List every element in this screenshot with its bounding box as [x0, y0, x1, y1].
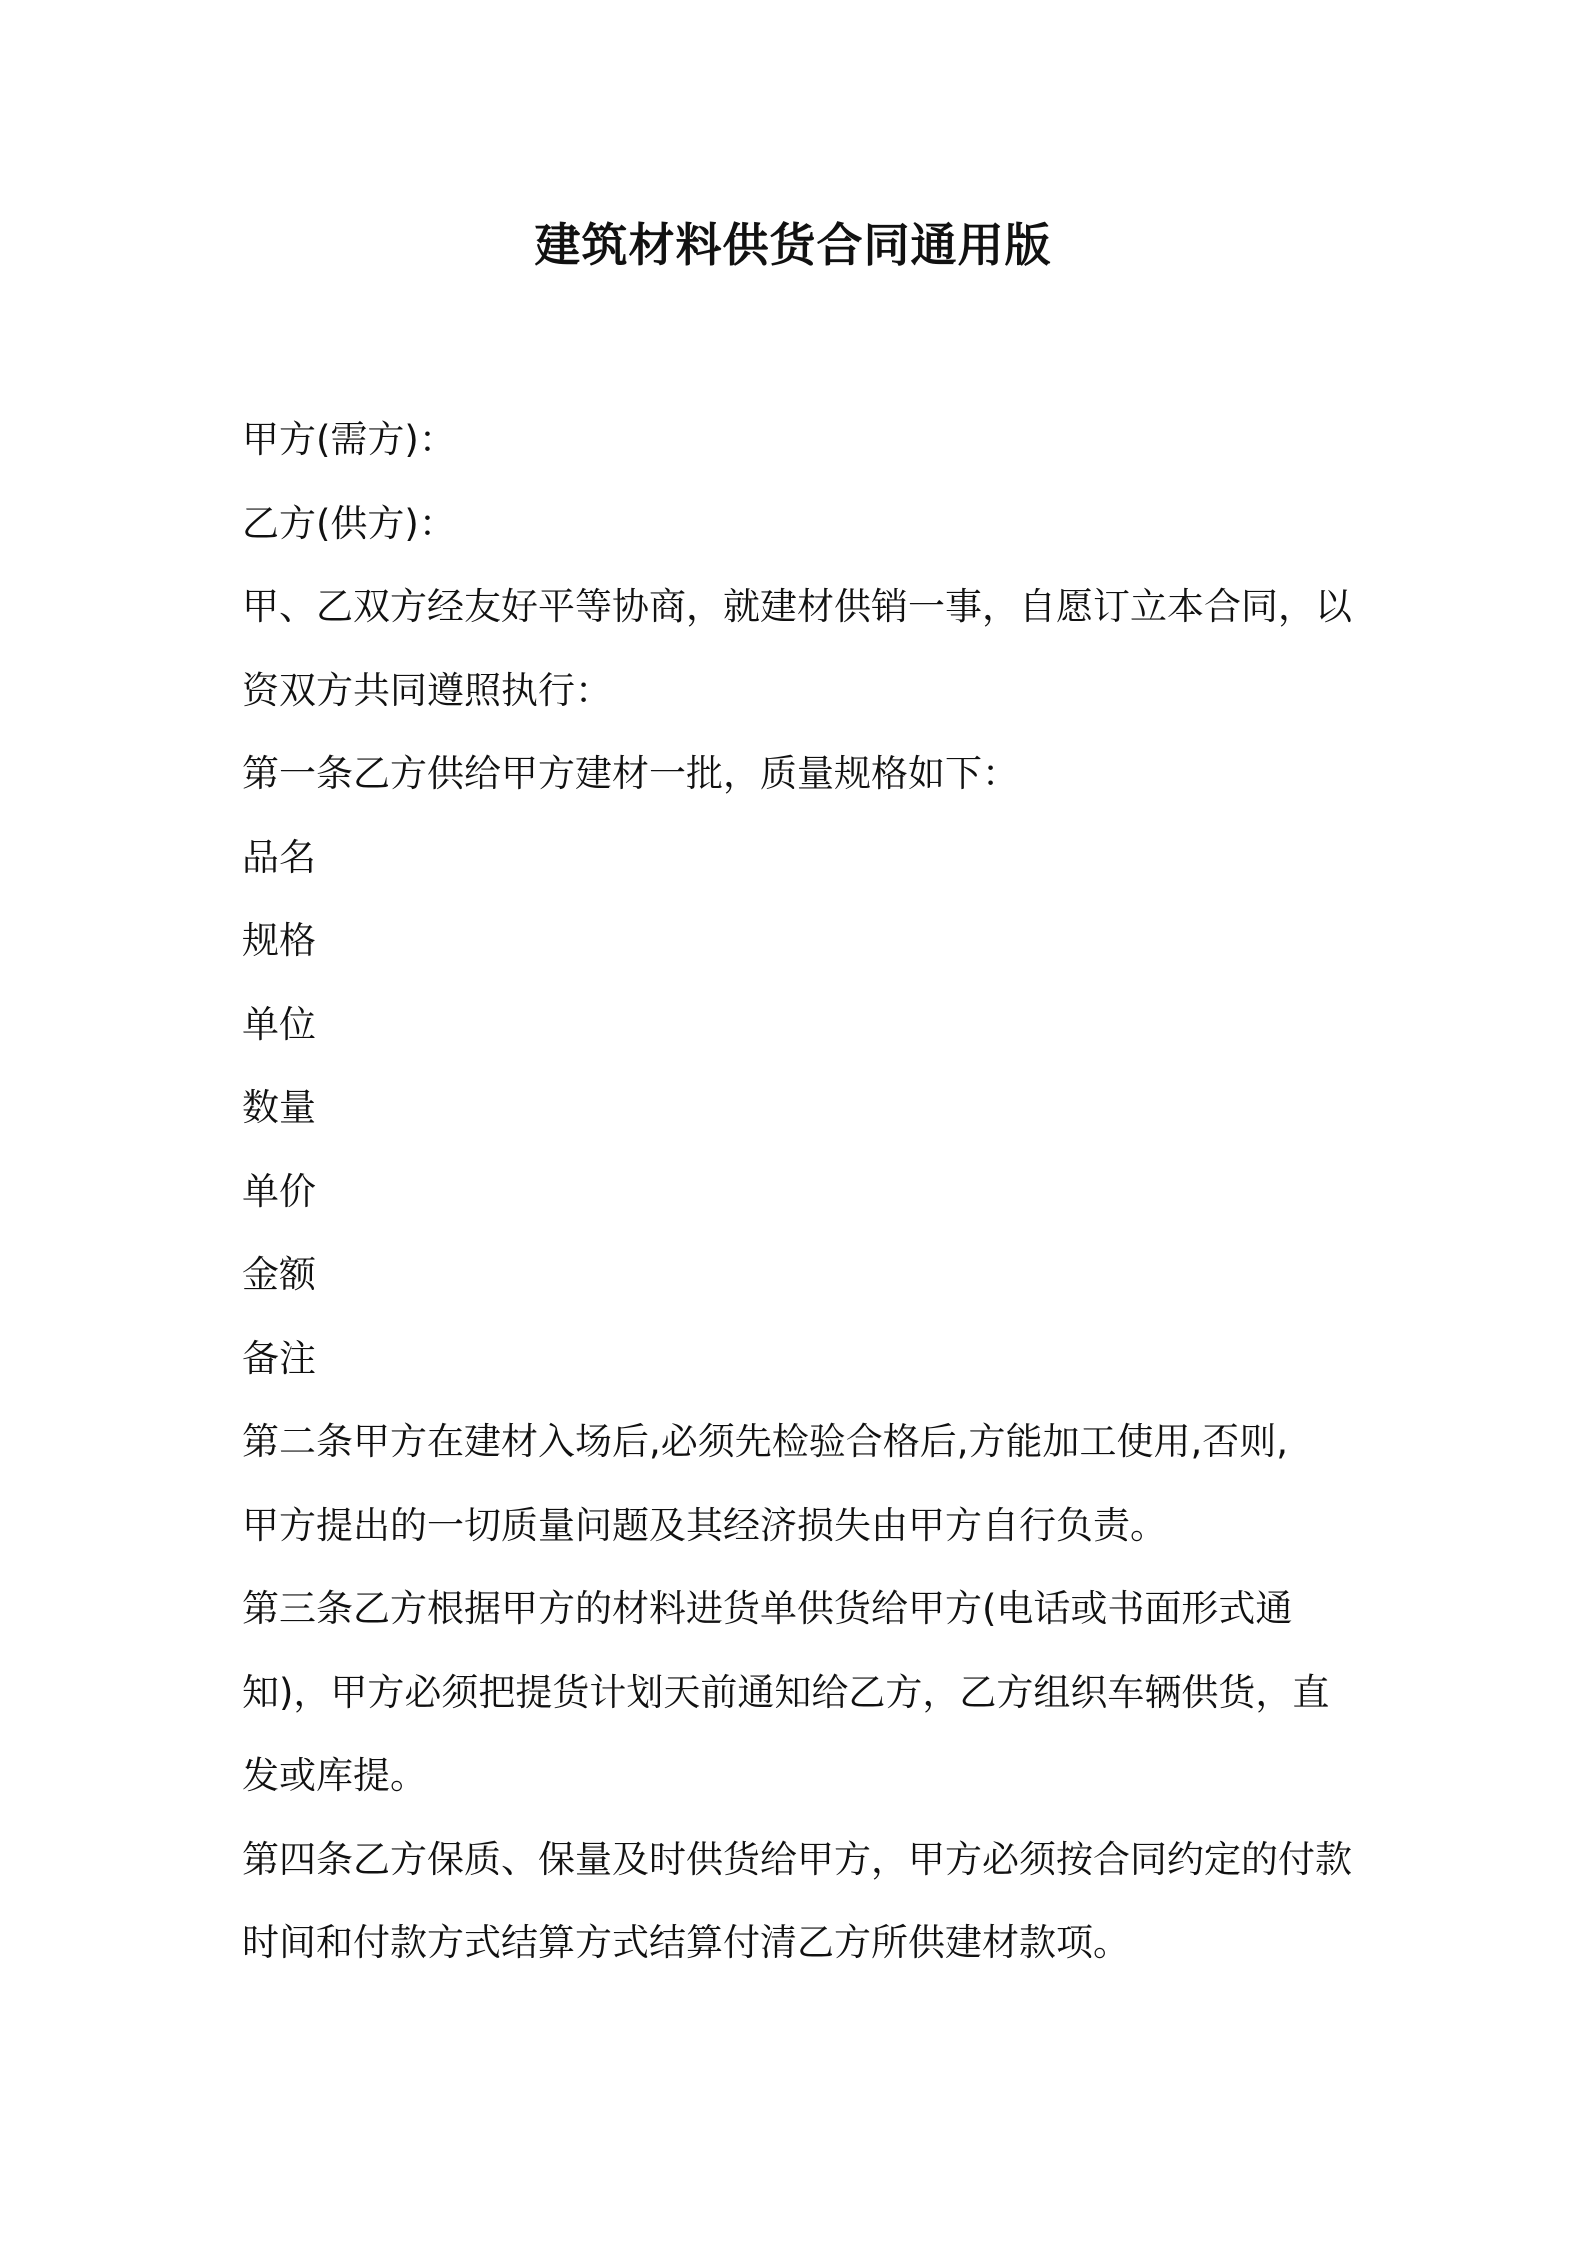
party-a-line: 甲方(需方)： [242, 418, 456, 461]
party-b-line: 乙方(供方)： [242, 501, 456, 545]
clause-3-line: 知)，甲方必须把提货计划天前通知给乙方，乙方组织车辆供货，直 [242, 1670, 1330, 1714]
spec-item-remarks: 备注 [242, 1336, 316, 1380]
clause-3-line: 发或库提。 [242, 1754, 427, 1797]
clause-2-line: 甲方提出的一切质量问题及其经济损失由甲方自行负责。 [242, 1503, 1167, 1547]
document-title: 建筑材料供货合同通用版 [534, 218, 1052, 272]
clause-2-line: 第二条甲方在建材入场后,必须先检验合格后,方能加工使用,否则, [242, 1420, 1289, 1463]
clause-4-line: 第四条乙方保质、保量及时供货给甲方，甲方必须按合同约定的付款 [242, 1837, 1352, 1881]
spec-item-unit-price: 单价 [242, 1169, 316, 1213]
document-body [242, 398, 1362, 1985]
spec-item-quantity: 数量 [242, 1086, 316, 1129]
preamble-line: 甲、乙双方经友好平等协商，就建材供销一事，自愿订立本合同，以 [242, 585, 1352, 628]
preamble-line: 资双方共同遵照执行： [242, 668, 612, 712]
clause-1-line: 第一条乙方供给甲方建材一批，质量规格如下： [242, 752, 1019, 795]
spec-item-name: 品名 [242, 835, 316, 879]
spec-item-unit: 单位 [242, 1002, 316, 1046]
spec-item-spec: 规格 [242, 919, 316, 962]
spec-item-amount: 金额 [242, 1253, 316, 1296]
clause-4-line: 时间和付款方式结算方式结算付清乙方所供建材款项。 [242, 1921, 1130, 1964]
clause-3-line: 第三条乙方根据甲方的材料进货单供货给甲方(电话或书面形式通 [242, 1587, 1293, 1630]
